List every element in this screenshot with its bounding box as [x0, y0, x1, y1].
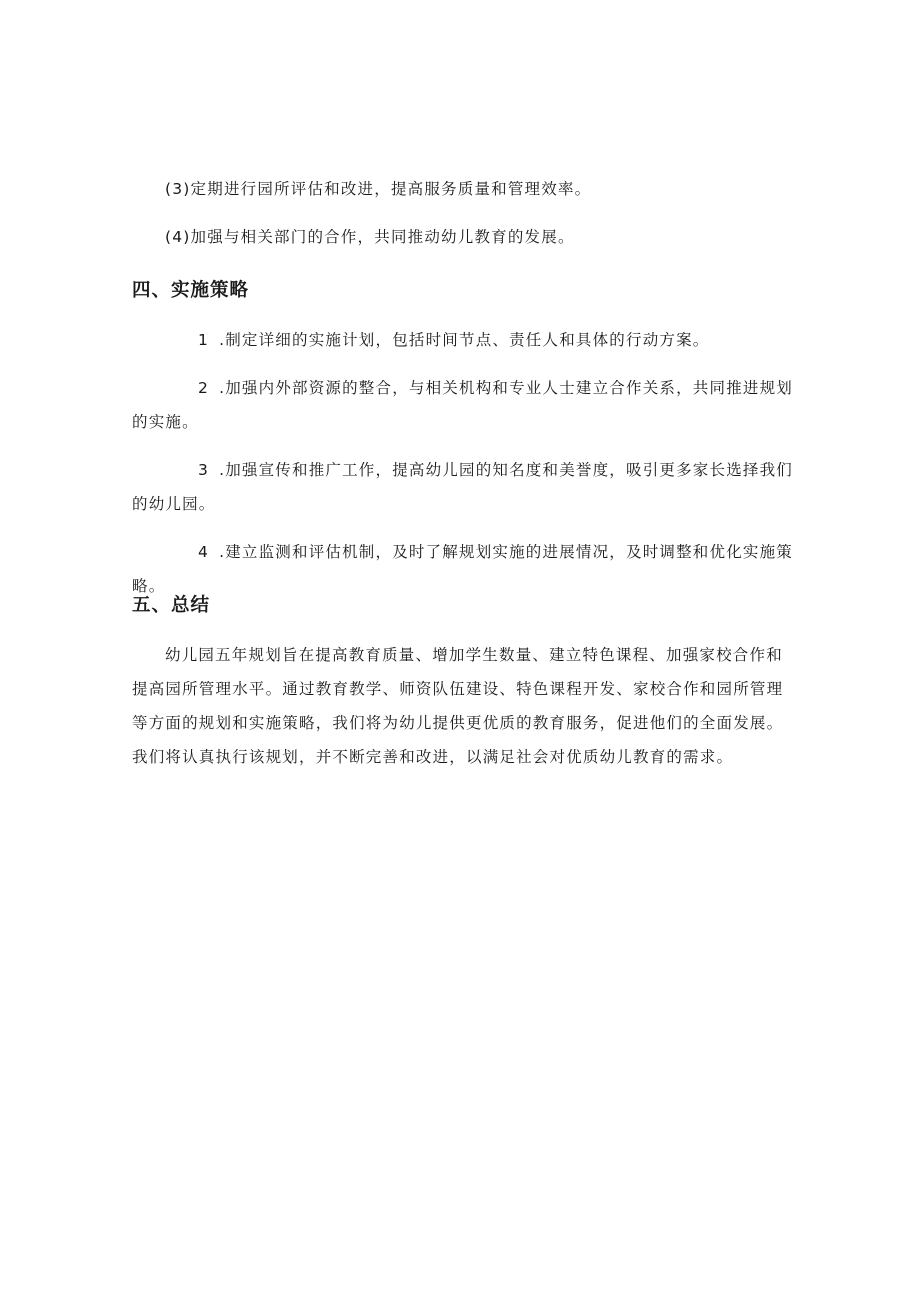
strategy-text: .加强内外部资源的整合，与相关机构和专业人士建立合作关系，共同推进规划的实施。: [132, 379, 793, 431]
strategy-item-2: [132, 371, 798, 439]
strategy-item-1: [132, 323, 798, 357]
strategy-number: 3: [198, 461, 210, 479]
strategy-number: 2: [198, 379, 210, 397]
strategy-text: .加强宣传和推广工作，提高幼儿园的知名度和美誉度，吸引更多家长选择我们的幼儿园。: [132, 461, 793, 513]
strategy-number: 1: [198, 331, 210, 349]
section-heading-summary: 五、总结: [132, 595, 211, 616]
strategy-text: .建立监测和评估机制，及时了解规划实施的进展情况，及时调整和优化实施策略。: [132, 543, 793, 595]
list-item-4: (4)加强与相关部门的合作，共同推动幼儿教育的发展。: [165, 228, 575, 246]
strategy-text: .制定详细的实施计划，包括时间节点、责任人和具体的行动方案。: [219, 331, 710, 349]
list-item-3: (3)定期进行园所评估和改进，提高服务质量和管理效率。: [165, 180, 592, 198]
strategy-item-3: [132, 453, 798, 521]
strategy-number: 4: [198, 543, 210, 561]
section-heading-implementation: 四、实施策略: [132, 280, 250, 301]
summary-paragraph: 幼儿园五年规划旨在提高教育质量、增加学生数量、建立特色课程、加强家校合作和提高园所管理水平。通过教育教学、师资队伍建设、特色课程开发、家校合作和园所管理等方面的规划和实施策略，我们将为幼儿提供更优质的教育服务，促进他们的全面发展。我们将认真执行该规划，并不断完善和改进，以满足社会对优质幼儿教育的需求。: [132, 646, 784, 766]
strategy-item-4: [132, 535, 798, 603]
